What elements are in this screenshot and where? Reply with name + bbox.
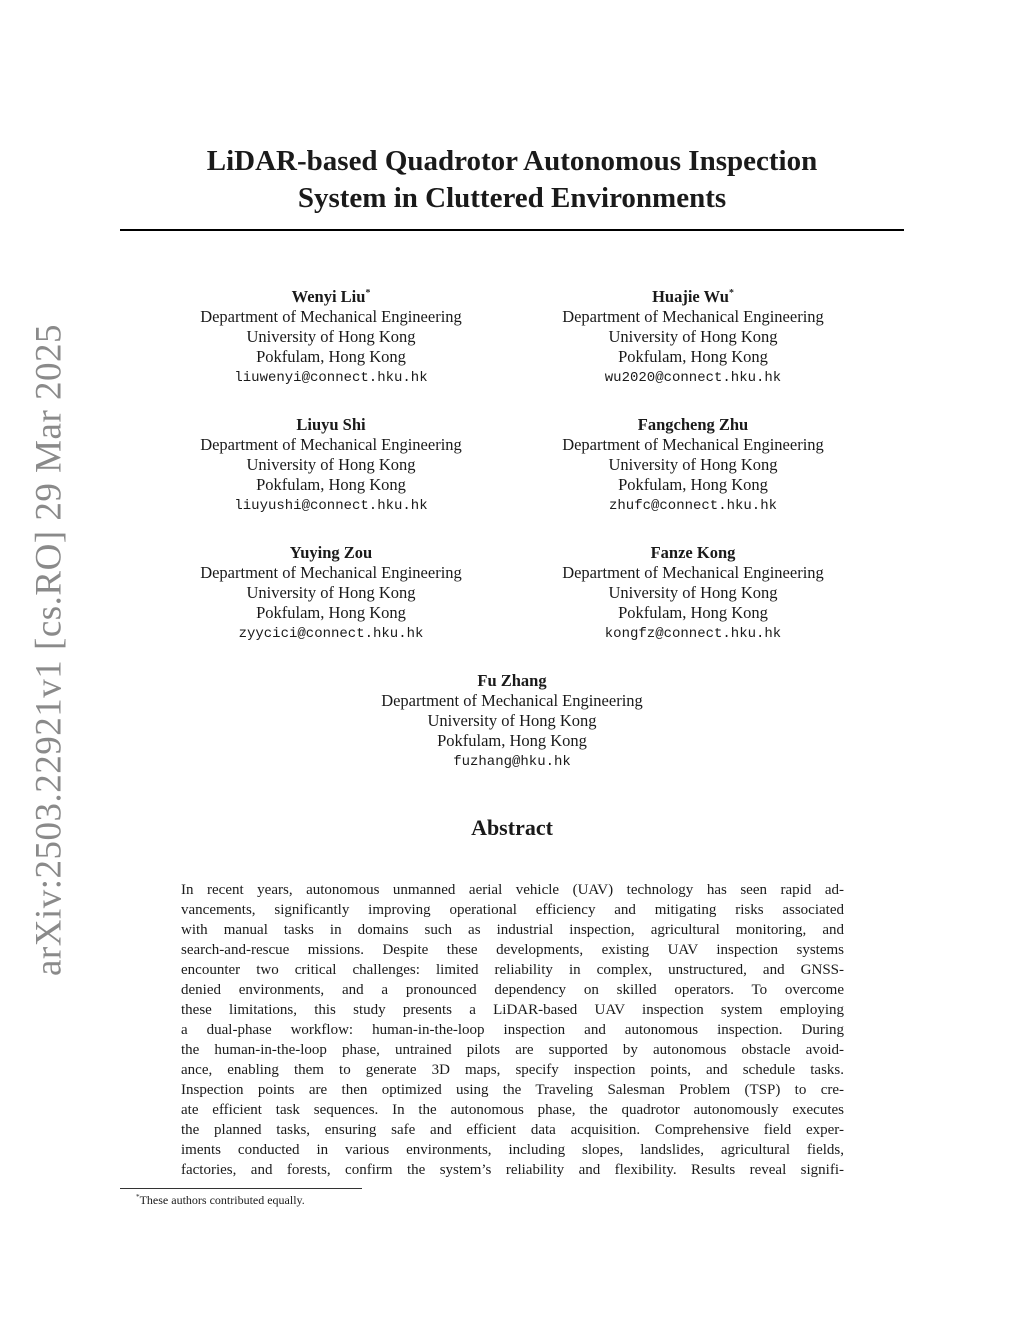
author-name: Fanze Kong: [650, 543, 736, 562]
footnote: [136, 1193, 305, 1208]
footnote-rule: [120, 1188, 362, 1189]
author-univ: University of Hong Kong: [246, 327, 416, 346]
abstract-line: denied environments, and a pronounced dependency on skilled operators. To overcome: [181, 982, 844, 998]
abstract-line: vancements, significantly improving operational efficiency and mitigating risks associated: [181, 902, 844, 918]
footnote-text: These authors contributed equally.: [139, 1193, 305, 1207]
author-univ: University of Hong Kong: [427, 711, 597, 730]
author-mark: *: [365, 287, 371, 299]
author-email[interactable]: liuwenyi@connect.hku.hk: [234, 370, 428, 386]
footnote-mark: *: [136, 1193, 140, 1201]
title-rule: [120, 229, 904, 231]
author-block: [332, 671, 692, 772]
author-name: Huajie Wu*: [652, 287, 734, 306]
author-block: [513, 543, 873, 644]
author-block: [151, 287, 511, 388]
author-dept: Department of Mechanical Engineering: [562, 307, 824, 326]
author-univ: University of Hong Kong: [608, 583, 778, 602]
author-addr: Pokfulam, Hong Kong: [256, 347, 406, 366]
author-addr: Pokfulam, Hong Kong: [256, 603, 406, 622]
author-dept: Department of Mechanical Engineering: [381, 691, 643, 710]
title-line-1: LiDAR-based Quadrotor Autonomous Inspection: [206, 145, 818, 177]
abstract-heading: Abstract: [471, 815, 553, 840]
author-addr: Pokfulam, Hong Kong: [618, 475, 768, 494]
author-addr: Pokfulam, Hong Kong: [437, 731, 587, 750]
author-email[interactable]: fuzhang@hku.hk: [453, 754, 571, 770]
abstract-line: with manual tasks in domains such as industrial inspection, agricultural monitoring, and: [181, 922, 844, 938]
author-addr: Pokfulam, Hong Kong: [256, 475, 406, 494]
abstract-line: search-and-rescue missions. Despite these developments, existing UAV inspection systems: [181, 942, 844, 958]
author-dept: Department of Mechanical Engineering: [200, 563, 462, 582]
author-mark: *: [728, 287, 734, 299]
abstract-body: [181, 880, 844, 1180]
author-email[interactable]: zyycici@connect.hku.hk: [238, 626, 424, 642]
author-name: Yuying Zou: [289, 543, 373, 562]
author-univ: University of Hong Kong: [608, 327, 778, 346]
author-name: Liuyu Shi: [296, 415, 366, 434]
author-dept: Department of Mechanical Engineering: [200, 307, 462, 326]
abstract-line: Inspection points are then optimized using the Traveling Salesman Problem (TSP) to cre-: [181, 1082, 844, 1098]
abstract-line: the human-in-the-loop phase, untrained pilots are supported by autonomous obstacle avoid-: [181, 1042, 844, 1058]
author-email[interactable]: kongfz@connect.hku.hk: [604, 626, 782, 642]
author-dept: Department of Mechanical Engineering: [200, 435, 462, 454]
author-univ: University of Hong Kong: [246, 583, 416, 602]
abstract-line: the planned tasks, ensuring safe and efficient data acquisition. Comprehensive field exper-: [181, 1122, 844, 1138]
author-email[interactable]: zhufc@connect.hku.hk: [608, 498, 778, 514]
author-univ: University of Hong Kong: [608, 455, 778, 474]
author-name: Wenyi Liu*: [291, 287, 371, 306]
arxiv-stamp: arXiv:2503.22921v1 [cs.RO] 29 Mar 2025: [28, 323, 70, 977]
author-addr: Pokfulam, Hong Kong: [618, 347, 768, 366]
author-dept: Department of Mechanical Engineering: [562, 435, 824, 454]
abstract-line: ate efficient task sequences. In the autonomous phase, the quadrotor autonomously executes: [181, 1102, 844, 1118]
author-block: [513, 415, 873, 516]
author-email[interactable]: wu2020@connect.hku.hk: [604, 370, 782, 386]
author-univ: University of Hong Kong: [246, 455, 416, 474]
abstract-line: encounter two critical challenges: limited reliability in complex, unstructured, and GNSS-: [181, 962, 844, 978]
author-block: [151, 415, 511, 516]
abstract-line: iments conducted in various environments, including slopes, landslides, agricultural fields,: [181, 1142, 844, 1158]
abstract-line: factories, and forests, confirm the system’s reliability and flexibility. Results reveal signifi-: [181, 1162, 844, 1178]
author-name: Fangcheng Zhu: [637, 415, 749, 434]
author-email[interactable]: liuyushi@connect.hku.hk: [234, 498, 428, 514]
author-addr: Pokfulam, Hong Kong: [618, 603, 768, 622]
abstract-line: a dual-phase workflow: human-in-the-loop inspection and autonomous inspection. During: [181, 1022, 844, 1038]
author-block: [151, 543, 511, 644]
author-dept: Department of Mechanical Engineering: [562, 563, 824, 582]
author-block: [513, 287, 873, 388]
abstract-line: these limitations, this study presents a LiDAR-based UAV inspection system employing: [181, 1002, 844, 1018]
author-name: Fu Zhang: [477, 671, 547, 690]
paper-title: [120, 143, 904, 217]
abstract-line: ance, enabling them to generate 3D maps, specify inspection points, and schedule tasks.: [181, 1062, 844, 1078]
abstract-line: In recent years, autonomous unmanned aerial vehicle (UAV) technology has seen rapid ad-: [181, 882, 844, 898]
title-line-2: System in Cluttered Environments: [297, 182, 727, 214]
